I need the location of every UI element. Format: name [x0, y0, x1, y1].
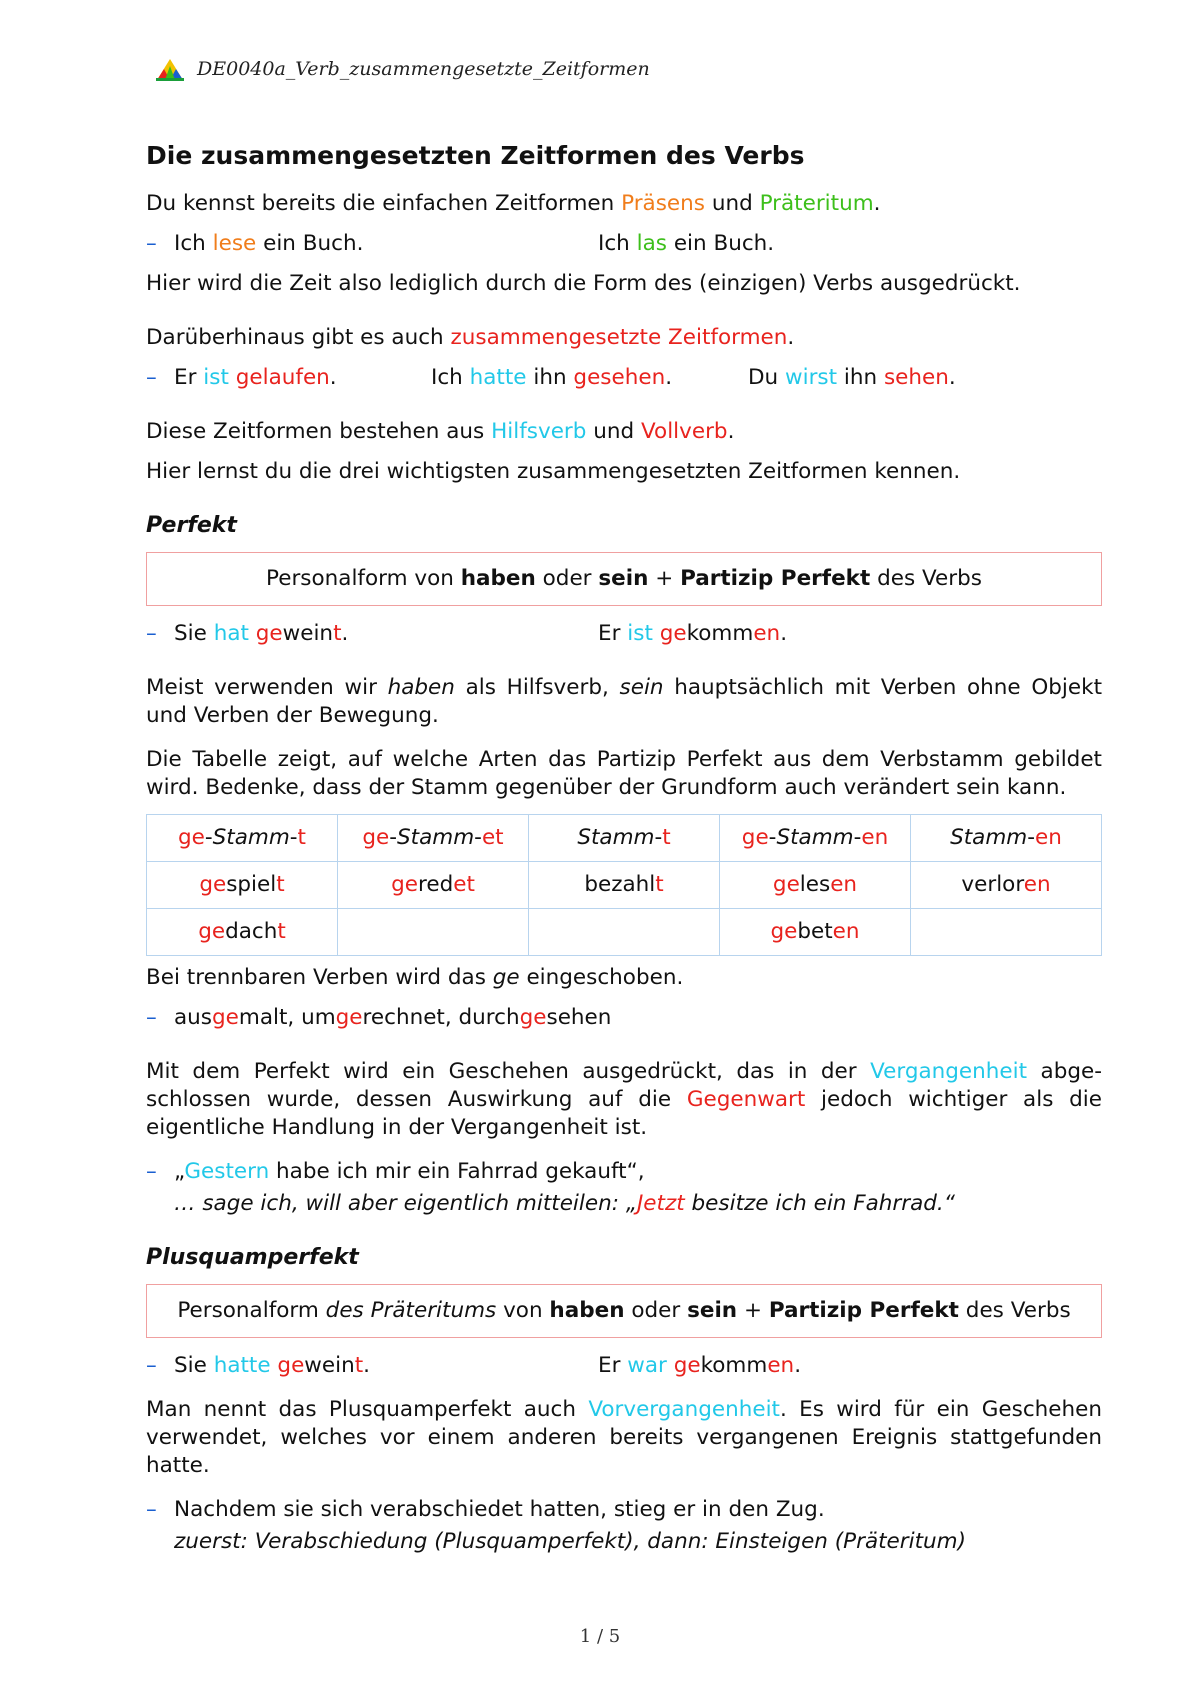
text: - — [289, 825, 298, 850]
text: - — [389, 825, 398, 850]
page-title: Die zusammengesetzten Zeitformen des Verbs — [146, 141, 805, 170]
text: - — [768, 825, 777, 850]
text: Ich — [598, 231, 637, 256]
table-cell — [147, 862, 338, 909]
text: Partizip Perfekt — [680, 566, 871, 591]
text: dach — [225, 919, 278, 944]
hilfsverb: ist — [627, 621, 653, 646]
plusquam-paragraph-1 — [146, 1396, 1102, 1480]
text — [229, 365, 236, 390]
text: besitze ich ein Fahrrad.“ — [684, 1191, 955, 1216]
text: und — [586, 419, 641, 444]
document-id: DE0040a_Verb_zusammengesetzte_Zeitformen — [197, 58, 650, 80]
example-verabschiedet-explanation: zuerst: Verabschiedung (Plusquamperfekt), dann: Einsteigen (Präteritum) — [174, 1529, 966, 1554]
text: ihn — [526, 365, 574, 390]
table-header-cell — [911, 815, 1102, 862]
hilfsverb: hatte — [469, 365, 527, 390]
text: Stamm — [950, 825, 1028, 850]
text: Jetzt — [636, 1191, 685, 1216]
text: Personalform von — [266, 566, 461, 591]
text: Ich — [174, 231, 213, 256]
example-du-wirst-ihn-sehen — [748, 364, 956, 392]
example-row-plusquamperfekt — [146, 1352, 1102, 1380]
example-er-war-gekommen — [598, 1352, 801, 1380]
rule-box-perfekt — [146, 552, 1102, 606]
text: ge — [335, 1005, 363, 1030]
text: . — [780, 621, 788, 646]
text — [667, 1353, 674, 1378]
suffix: en — [753, 621, 781, 646]
example-er-ist-gekommen — [598, 620, 787, 648]
text: Sie — [174, 1353, 214, 1378]
text: jedoch wichtiger als die eigentliche Handlung in der Vergangenheit ist. — [146, 1087, 1102, 1140]
rule-text — [177, 1297, 1070, 1325]
table-row — [147, 862, 1102, 909]
text: ge — [212, 1005, 239, 1030]
text: haben — [549, 1298, 625, 1323]
hilfsverb: ist — [203, 365, 229, 390]
text: Bei trennbaren Verben wird das — [146, 965, 493, 990]
table-cell — [911, 909, 1102, 956]
main-content — [146, 140, 1102, 1556]
page-header — [155, 52, 650, 86]
example-praeteritum — [598, 230, 774, 258]
text: ge — [198, 919, 226, 944]
text — [249, 621, 256, 646]
text: sein — [598, 566, 649, 591]
text: von — [496, 1298, 550, 1323]
stem: komm — [686, 621, 754, 646]
text: . — [787, 325, 795, 350]
table-header-cell — [147, 815, 338, 862]
intro-paragraph-4 — [146, 418, 1102, 446]
text: en — [830, 872, 858, 897]
example-praesens — [146, 230, 598, 258]
table-cell — [147, 909, 338, 956]
table-cell — [720, 909, 911, 956]
perfekt-paragraph-1 — [146, 674, 1102, 730]
table-cell — [911, 862, 1102, 909]
text: . — [794, 1353, 802, 1378]
text: bezahl — [584, 872, 656, 897]
text: ge — [199, 872, 227, 897]
text: . — [341, 621, 349, 646]
table-row — [147, 909, 1102, 956]
text: eingeschoben. — [519, 965, 684, 990]
prefix: ge — [277, 1353, 305, 1378]
text: habe ich mir ein Fahrrad gekauft“, — [269, 1159, 645, 1184]
text: . — [727, 419, 735, 444]
term-vorvergangenheit: Vorvergangenheit — [588, 1397, 780, 1422]
term-gegenwart: Gegenwart — [686, 1087, 806, 1112]
text: ein Buch. — [666, 231, 775, 256]
dash-bullet: – — [146, 1497, 157, 1522]
vollverb: sehen — [883, 365, 949, 390]
table-cell — [338, 909, 529, 956]
text: . — [363, 1353, 370, 1378]
text: et — [453, 872, 475, 897]
text: Meist verwenden wir — [146, 675, 388, 700]
table-header-cell — [720, 815, 911, 862]
dash-bullet: – — [146, 1005, 157, 1030]
text: ge — [772, 872, 800, 897]
vollverb: gesehen — [573, 365, 666, 390]
suffix: en — [767, 1353, 795, 1378]
text: Du kennst bereits die einfachen Zeitformen — [146, 191, 622, 216]
text: - — [654, 825, 663, 850]
text: . Es wird für ein Geschehen verwendet, welches vor einem anderen bereits vergangenen Ereignis stattgefunden hatte. — [146, 1397, 1102, 1478]
text: Er — [598, 1353, 628, 1378]
text: Nachdem sie sich verabschiedet hatten, stieg er in den Zug. — [174, 1497, 825, 1522]
text: - — [474, 825, 482, 850]
text: - — [853, 825, 862, 850]
dash-bullet: – — [146, 231, 157, 256]
dash-bullet: – — [146, 1353, 157, 1378]
table-cell — [529, 862, 720, 909]
example-row-1 — [146, 230, 1102, 258]
text: . — [873, 191, 881, 216]
example-er-ist-gelaufen — [146, 364, 431, 392]
table-cell — [338, 862, 529, 909]
text: Man nennt das Plusquamperfekt auch — [146, 1397, 589, 1422]
stem: wein — [282, 621, 334, 646]
text: spiel — [226, 872, 277, 897]
text: en — [1035, 825, 1062, 850]
example-sie-hat-geweint — [146, 620, 598, 648]
suffix: t — [333, 621, 342, 646]
text: des Präteritums — [325, 1298, 497, 1323]
text: des Verbs — [870, 566, 982, 591]
intro-paragraph-5: Hier lernst du die drei wichtigsten zusammengesetzten Zeitformen kennen. — [146, 459, 961, 484]
page-number: 1 / 5 — [579, 1626, 621, 1647]
text: haben — [387, 675, 455, 700]
text: als Hilfsverb, — [454, 675, 620, 700]
text: Ich — [431, 365, 470, 390]
vollverb: gelaufen — [235, 365, 330, 390]
text: t — [655, 872, 664, 897]
text: en — [1023, 872, 1051, 897]
text: ge — [391, 872, 418, 897]
term-praeteritum: Präteritum — [759, 191, 874, 216]
text: ge — [362, 825, 390, 850]
text: hauptsächlich mit Verben ohne Objekt und Verben der Bewegung. — [146, 675, 1103, 728]
example-fahrrad-1 — [146, 1158, 1102, 1186]
verb-las: las — [636, 231, 667, 256]
text: bet — [797, 919, 833, 944]
text: Darüberhinaus gibt es auch — [146, 325, 451, 350]
text: und — [704, 191, 760, 216]
suffix: t — [354, 1353, 364, 1378]
text: sein — [687, 1298, 738, 1323]
perfekt-paragraph-2: Die Tabelle zeigt, auf welche Arten das Partizip Perfekt aus dem Verbstamm gebildet wird. Bedenke, dass der Stamm gegenüber der Grundform auch verändert sein kann. — [146, 747, 1102, 800]
table-cell — [720, 862, 911, 909]
stem: komm — [700, 1353, 768, 1378]
text: sein — [619, 675, 664, 700]
text: Stamm — [397, 825, 475, 850]
text: t — [277, 919, 286, 944]
publisher-logo-icon — [155, 56, 185, 82]
text: Sie — [174, 621, 214, 646]
text: des Verbs — [958, 1298, 1071, 1323]
text: rechnet, durch — [362, 1005, 520, 1030]
table-header-cell — [529, 815, 720, 862]
text: aus — [174, 1005, 213, 1030]
text: Stamm — [212, 825, 290, 850]
text: - — [204, 825, 213, 850]
hilfsverb: hatte — [213, 1353, 271, 1378]
text: . — [665, 365, 673, 390]
table-header-cell — [338, 815, 529, 862]
text: Stamm — [577, 825, 655, 850]
stem: wein — [304, 1353, 355, 1378]
term-praesens: Präsens — [621, 191, 705, 216]
table-cell — [529, 909, 720, 956]
example-sie-hatte-geweint — [146, 1352, 598, 1380]
text: en — [832, 919, 860, 944]
table-header-row — [147, 815, 1102, 862]
text: verlor — [961, 872, 1024, 897]
intro-paragraph-2: Hier wird die Zeit also lediglich durch die Form des (einzigen) Verbs ausgedrückt. — [146, 271, 1021, 296]
prefix: ge — [659, 621, 687, 646]
text: Partizip Perfekt — [768, 1298, 959, 1323]
text: Stamm — [776, 825, 854, 850]
text: oder — [535, 566, 599, 591]
term-hilfsverb: Hilfsverb — [491, 419, 587, 444]
text: … sage ich, will aber eigentlich mitteilen: „ — [174, 1191, 637, 1216]
hilfsverb: war — [627, 1353, 667, 1378]
term-zusammengesetzte-zeitformen: zusammengesetzte Zeitformen — [450, 325, 788, 350]
example-row-2 — [146, 364, 1102, 392]
text: ge — [770, 919, 798, 944]
text: + — [737, 1298, 769, 1323]
text: Personalform — [177, 1298, 326, 1323]
text: t — [297, 825, 306, 850]
example-verabschiedet — [146, 1496, 1102, 1524]
text: ge — [492, 965, 520, 990]
text: . — [948, 365, 956, 390]
text: les — [799, 872, 831, 897]
dash-bullet: – — [146, 1159, 157, 1184]
text: Diese Zeitformen bestehen aus — [146, 419, 492, 444]
text: + — [648, 566, 681, 591]
text — [653, 621, 660, 646]
dash-bullet: – — [146, 365, 157, 390]
dash-bullet: – — [146, 621, 157, 646]
text: sehen — [546, 1005, 612, 1030]
prefix: ge — [255, 621, 283, 646]
text: „ — [174, 1159, 185, 1184]
text: . — [329, 365, 337, 390]
text: Er — [174, 365, 204, 390]
example-fahrrad-2 — [146, 1190, 1102, 1218]
example-trennbare-verben — [146, 1004, 1102, 1032]
text: en — [861, 825, 889, 850]
example-ich-hatte-ihn-gesehen — [431, 364, 748, 392]
section-heading-perfekt: Perfekt — [146, 513, 237, 538]
text: ein Buch. — [256, 231, 364, 256]
text: abgeschlossen wurde, dessen Auswirkung auf die — [146, 1059, 1102, 1112]
intro-paragraph-1 — [146, 190, 1102, 218]
rule-box-plusquamperfekt — [146, 1284, 1102, 1338]
term-vollverb: Vollverb — [641, 419, 728, 444]
example-row-perfekt — [146, 620, 1102, 648]
hilfsverb: wirst — [785, 365, 838, 390]
hilfsverb: hat — [213, 621, 249, 646]
text: Du — [748, 365, 786, 390]
text: et — [481, 825, 504, 850]
text: malt, um — [238, 1005, 336, 1030]
section-heading-plusquamperfekt: Plusquamperfekt — [146, 1245, 359, 1270]
rule-text — [266, 565, 982, 593]
text: ge — [178, 825, 205, 850]
perfekt-paragraph-3 — [146, 964, 1102, 992]
text: t — [276, 872, 285, 897]
perfekt-paragraph-4 — [146, 1058, 1102, 1142]
text: ge — [741, 825, 769, 850]
text: ihn — [837, 365, 884, 390]
text: Er — [598, 621, 628, 646]
text: red — [417, 872, 454, 897]
text: ge — [519, 1005, 547, 1030]
prefix: ge — [673, 1353, 701, 1378]
text: t — [662, 825, 671, 850]
intro-paragraph-3 — [146, 324, 1102, 352]
text: Gestern — [184, 1159, 270, 1184]
text: oder — [624, 1298, 688, 1323]
term-vergangenheit: Vergangenheit — [870, 1059, 1028, 1084]
partizip-table — [146, 814, 1102, 956]
text: haben — [460, 566, 536, 591]
text: - — [1027, 825, 1036, 850]
verb-lese: lese — [212, 231, 257, 256]
text: Mit dem Perfekt wird ein Geschehen ausgedrückt, das in der — [146, 1059, 871, 1084]
